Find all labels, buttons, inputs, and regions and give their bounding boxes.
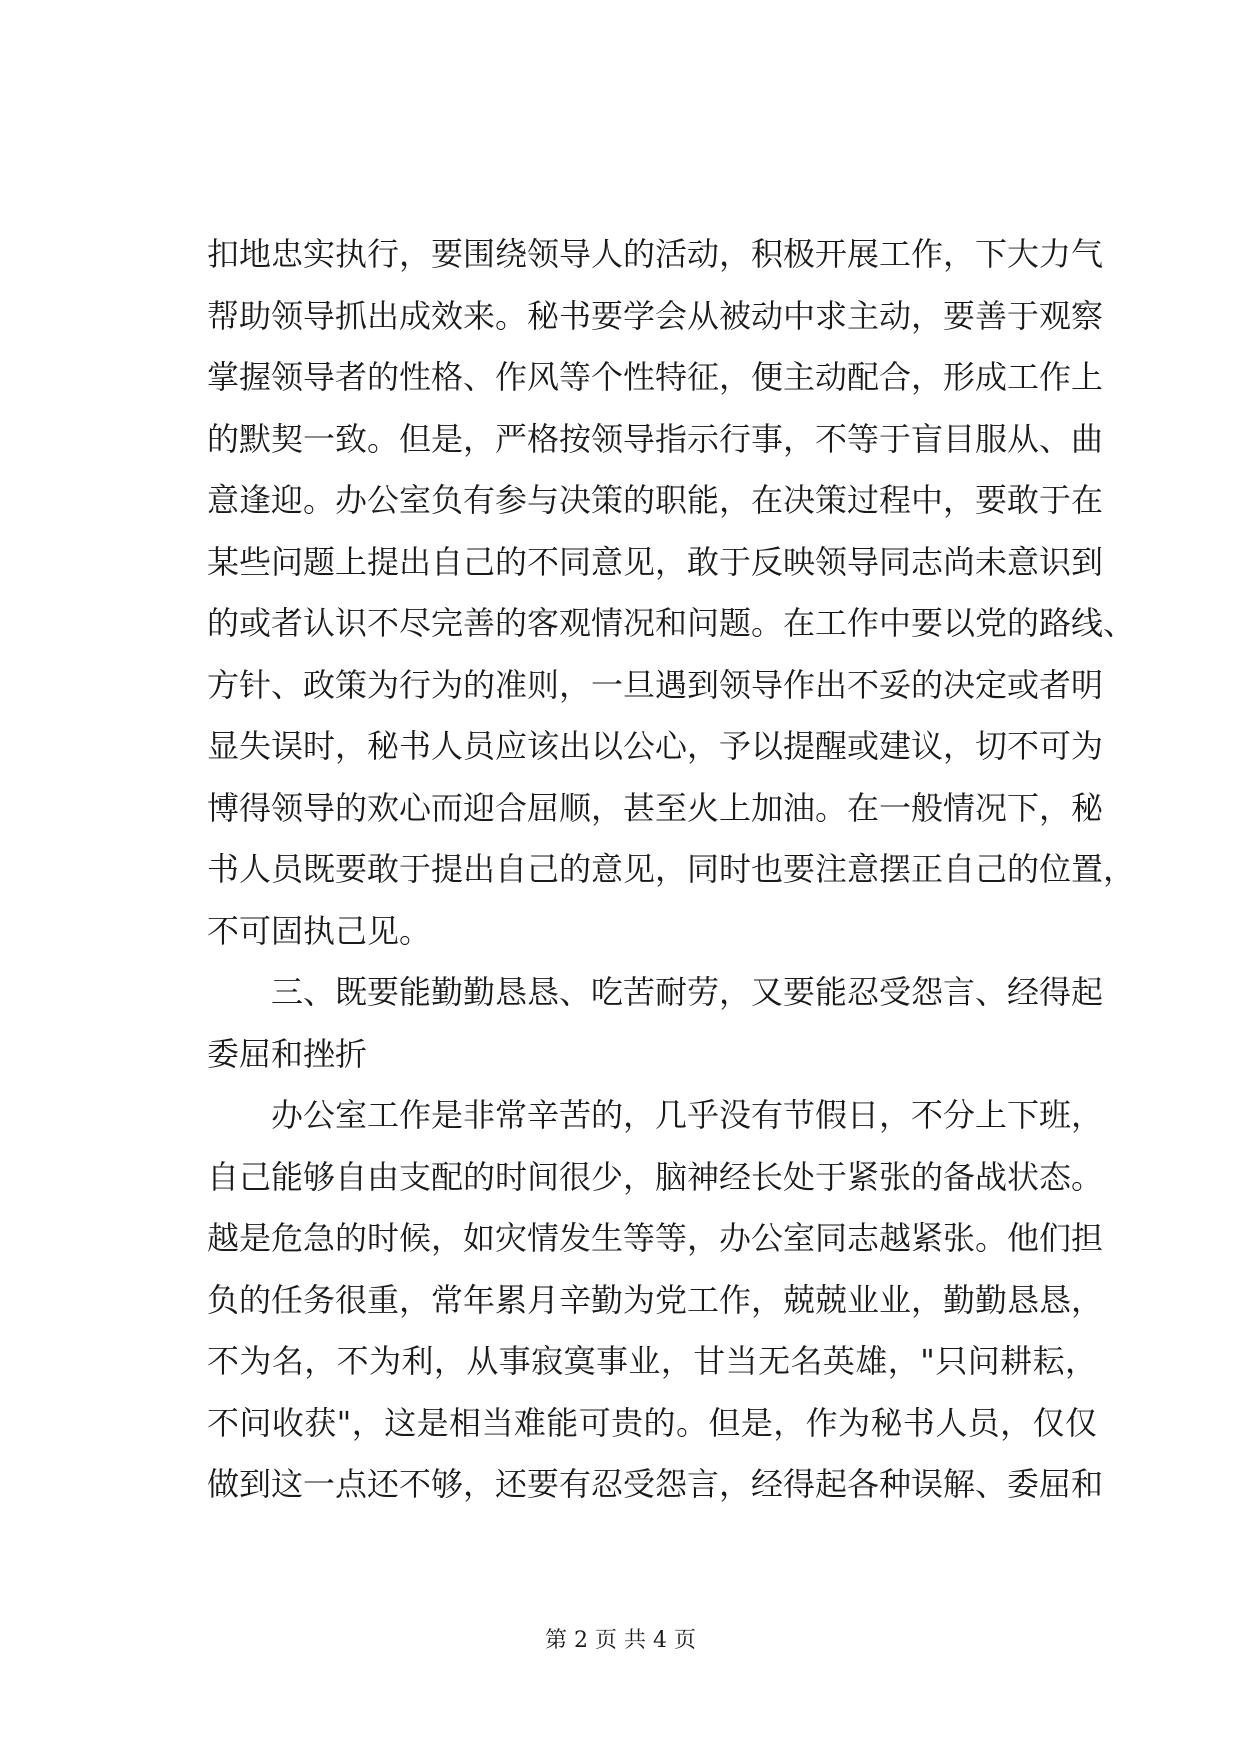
section-heading bbox=[207, 962, 1104, 1085]
text-line: 博得领导的欢心而迎合屈顺，甚至火上加油。在一般情况下，秘 bbox=[207, 788, 1104, 827]
text-line: 方针、政策为行为的准则，一旦遇到领导作出不妥的决定或者明 bbox=[207, 665, 1104, 704]
body-text bbox=[207, 224, 1136, 1516]
text-line: 做到这一点还不够，还要有忍受怨言，经得起各种误解、委屈和 bbox=[207, 1465, 1104, 1503]
text-line: 帮助领导抓出成效来。秘书要学会从被动中求主动，要善于观察 bbox=[207, 296, 1104, 335]
text-line: 显失误时，秘书人员应该出以公心，予以提醒或建议，切不可为 bbox=[207, 727, 1104, 765]
text-line: 办公室工作是非常辛苦的，几乎没有节假日，不分上下班， bbox=[271, 1096, 1104, 1134]
text-line: 不问收获"，这是相当难能可贵的。但是，作为秘书人员，仅仅 bbox=[207, 1403, 1097, 1442]
text-line: 意逢迎。办公室负有参与决策的职能，在决策过程中，要敢于在 bbox=[207, 481, 1104, 519]
text-line: 委屈和挫折 bbox=[207, 1034, 368, 1073]
page-number-footer: 第 2 页 共 4 页 bbox=[545, 1628, 696, 1653]
text-line: 自己能够自由支配的时间很少，脑神经长处于紧张的备战状态。 bbox=[207, 1157, 1104, 1196]
text-line: 的或者认识不尽完善的客观情况和问题。在工作中要以党的路线、 bbox=[207, 604, 1136, 642]
text-line: 负的任务很重，常年累月辛勤为党工作，兢兢业业，勤勤恳恳， bbox=[207, 1280, 1104, 1319]
paragraph bbox=[207, 1085, 1104, 1516]
text-line: 不为名，不为利，从事寂寞事业，甘当无名英雄，"只问耕耘， bbox=[207, 1342, 1097, 1380]
text-line: 越是危急的时候，如灾情发生等等，办公室同志越紧张。他们担 bbox=[207, 1219, 1104, 1257]
text-line: 书人员既要敢于提出自己的意见，同时也要注意摆正自己的位置， bbox=[207, 850, 1136, 888]
text-line: 的默契一致。但是，严格按领导指示行事，不等于盲目服从、曲 bbox=[207, 419, 1104, 458]
text-line: 掌握领导者的性格、作风等个性特征，便主动配合，形成工作上 bbox=[207, 358, 1104, 396]
paragraph bbox=[207, 224, 1136, 962]
text-line: 三、既要能勤勤恳恳、吃苦耐劳，又要能忍受怨言、经得起 bbox=[271, 973, 1104, 1011]
text-line: 扣地忠实执行，要围绕领导人的活动，积极开展工作，下大力气 bbox=[207, 235, 1104, 273]
text-line: 某些问题上提出自己的不同意见，敢于反映领导同志尚未意识到 bbox=[207, 542, 1104, 581]
text-line: 不可固执己见。 bbox=[207, 911, 432, 950]
